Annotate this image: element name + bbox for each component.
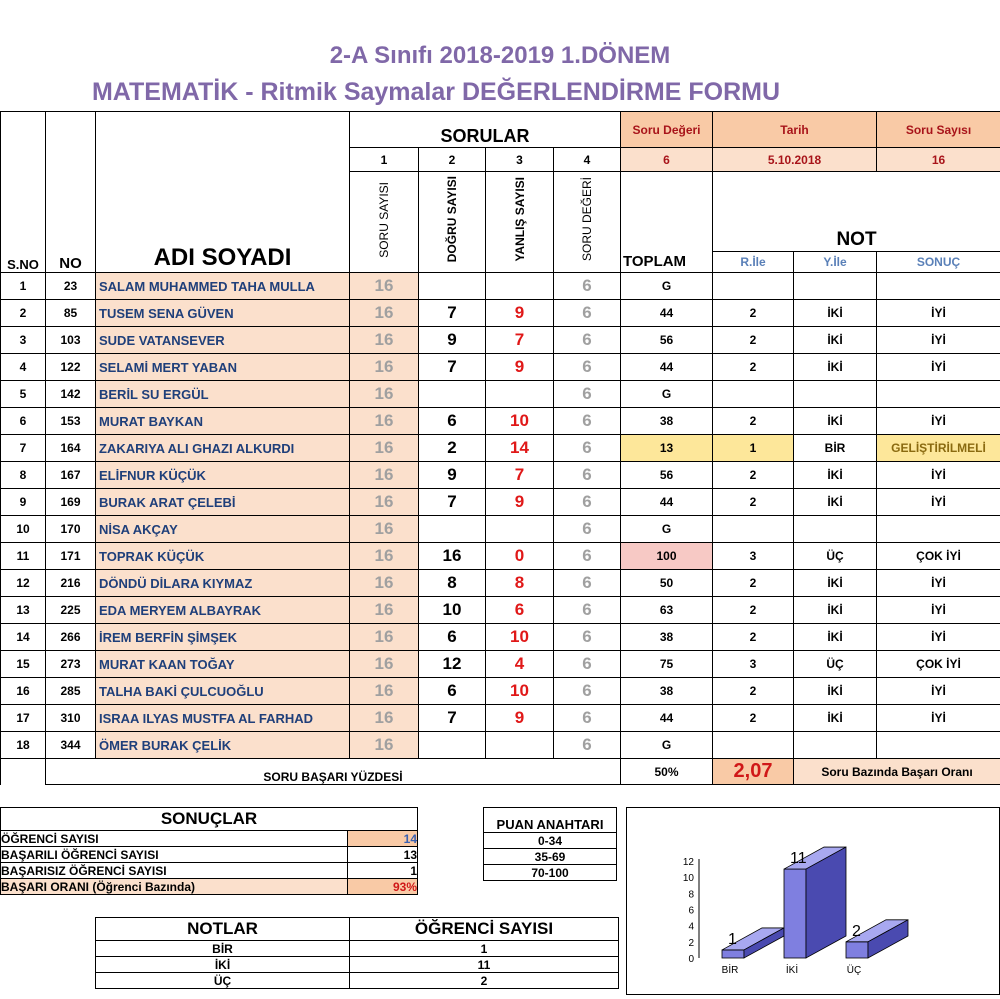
row-name: EDA MERYEM ALBAYRAK <box>96 597 350 624</box>
student-row <box>1 327 1000 354</box>
row-soru-degeri: 6 <box>554 381 621 408</box>
bar-chart-svg <box>627 808 999 994</box>
row-y-ile <box>794 516 877 543</box>
row-soru-degeri: 6 <box>554 354 621 381</box>
y-tick-label: 12 <box>683 857 695 868</box>
sonuc-label: SONUÇ <box>877 252 1000 273</box>
row-dogru <box>419 516 486 543</box>
student-row <box>1 705 1000 732</box>
footer-average: 2,07 <box>713 759 794 785</box>
notlar-label: ÜÇ <box>96 973 350 989</box>
row-soru-degeri: 6 <box>554 327 621 354</box>
row-sonuc: İYİ <box>877 489 1000 516</box>
row-soru-degeri: 6 <box>554 408 621 435</box>
bar-data-label: 11 <box>790 850 807 867</box>
row-sonuc: ÇOK İYİ <box>877 651 1000 678</box>
puan-title: PUAN ANAHTARI <box>484 808 617 833</box>
header-soru-degeri-label: Soru Değeri <box>621 112 713 148</box>
title-line-1: 2-A Sınıfı 2018-2019 1.DÖNEM <box>0 42 1000 70</box>
row-name: TALHA BAKİ ÇULCUOĞLU <box>96 678 350 705</box>
row-yanlis: 7 <box>486 462 554 489</box>
row-sno: 14 <box>1 624 46 651</box>
row-no: 266 <box>46 624 96 651</box>
row-sno: 11 <box>1 543 46 570</box>
row-no: 169 <box>46 489 96 516</box>
row-no: 164 <box>46 435 96 462</box>
row-sonuc <box>877 273 1000 300</box>
row-r-ile: 2 <box>713 705 794 732</box>
row-soru-degeri: 6 <box>554 624 621 651</box>
notlar-table <box>95 917 619 989</box>
row-yanlis <box>486 516 554 543</box>
row-yanlis: 4 <box>486 651 554 678</box>
sonuclar-title: SONUÇLAR <box>1 808 418 831</box>
row-soru-sayisi: 16 <box>350 462 419 489</box>
student-row <box>1 273 1000 300</box>
row-sonuc: İYİ <box>877 678 1000 705</box>
soru-degeri-value: 6 <box>621 148 713 172</box>
sonuclar-label: BAŞARISIZ ÖĞRENCİ SAYISI <box>1 863 348 879</box>
footer-blank <box>1 759 46 785</box>
student-row <box>1 597 1000 624</box>
row-toplam: 63 <box>621 597 713 624</box>
row-soru-degeri: 6 <box>554 435 621 462</box>
not-label: NOT <box>713 172 1000 252</box>
row-y-ile: ÜÇ <box>794 651 877 678</box>
row-yanlis <box>486 381 554 408</box>
row-name: SUDE VATANSEVER <box>96 327 350 354</box>
row-toplam: G <box>621 516 713 543</box>
row-soru-sayisi: 16 <box>350 543 419 570</box>
row-sno: 17 <box>1 705 46 732</box>
sonuclar-value: 93% <box>348 879 418 895</box>
row-name: ZAKARIYA ALI GHAZI ALKURDI <box>96 435 350 462</box>
row-r-ile: 2 <box>713 462 794 489</box>
row-no: 273 <box>46 651 96 678</box>
row-y-ile: İKİ <box>794 705 877 732</box>
y-tick-label: 4 <box>688 922 694 933</box>
row-r-ile: 3 <box>713 651 794 678</box>
row-soru-sayisi: 16 <box>350 300 419 327</box>
row-y-ile <box>794 381 877 408</box>
student-row <box>1 516 1000 543</box>
row-sonuc <box>877 516 1000 543</box>
header-name: ADI SOYADI <box>96 112 350 273</box>
row-no: 142 <box>46 381 96 408</box>
row-r-ile <box>713 516 794 543</box>
row-toplam: 38 <box>621 408 713 435</box>
row-sonuc: İYİ <box>877 570 1000 597</box>
row-r-ile <box>713 381 794 408</box>
row-sno: 9 <box>1 489 46 516</box>
row-toplam: 44 <box>621 300 713 327</box>
results-chart <box>626 807 1000 995</box>
row-sonuc: İYİ <box>877 300 1000 327</box>
row-soru-degeri: 6 <box>554 732 621 759</box>
student-row <box>1 570 1000 597</box>
row-yanlis <box>486 732 554 759</box>
student-row <box>1 489 1000 516</box>
row-name: BERİL SU ERGÜL <box>96 381 350 408</box>
notlar-label: İKİ <box>96 957 350 973</box>
row-toplam: 44 <box>621 489 713 516</box>
row-sonuc: İYİ <box>877 462 1000 489</box>
student-row <box>1 435 1000 462</box>
student-row <box>1 732 1000 759</box>
row-toplam: G <box>621 732 713 759</box>
row-soru-sayisi: 16 <box>350 651 419 678</box>
row-soru-degeri: 6 <box>554 597 621 624</box>
row-yanlis: 8 <box>486 570 554 597</box>
row-dogru: 8 <box>419 570 486 597</box>
row-dogru <box>419 732 486 759</box>
footer-label: SORU BAŞARI YÜZDESİ <box>46 759 621 785</box>
bar-front <box>784 869 806 958</box>
row-no: 171 <box>46 543 96 570</box>
row-dogru: 9 <box>419 327 486 354</box>
row-no: 103 <box>46 327 96 354</box>
header-sno: S.NO <box>1 112 46 273</box>
row-soru-degeri: 6 <box>554 516 621 543</box>
row-no: 170 <box>46 516 96 543</box>
row-name: SALAM MUHAMMED TAHA MULLA <box>96 273 350 300</box>
row-yanlis: 14 <box>486 435 554 462</box>
row-y-ile: BİR <box>794 435 877 462</box>
y-tick-label: 8 <box>688 889 694 900</box>
row-soru-sayisi: 16 <box>350 597 419 624</box>
footer-percent: 50% <box>621 759 713 785</box>
row-yanlis: 9 <box>486 705 554 732</box>
row-dogru: 7 <box>419 489 486 516</box>
row-sonuc: İYİ <box>877 327 1000 354</box>
row-r-ile: 2 <box>713 408 794 435</box>
row-soru-sayisi: 16 <box>350 732 419 759</box>
row-soru-sayisi: 16 <box>350 705 419 732</box>
sonuclar-value: 13 <box>348 847 418 863</box>
row-sno: 7 <box>1 435 46 462</box>
row-yanlis: 7 <box>486 327 554 354</box>
row-sno: 2 <box>1 300 46 327</box>
row-y-ile: İKİ <box>794 597 877 624</box>
row-sno: 4 <box>1 354 46 381</box>
row-no: 122 <box>46 354 96 381</box>
row-r-ile: 2 <box>713 354 794 381</box>
row-r-ile <box>713 732 794 759</box>
row-sno: 18 <box>1 732 46 759</box>
notlar-header: NOTLAR <box>96 918 350 941</box>
row-sno: 13 <box>1 597 46 624</box>
row-name: ISRAA ILYAS MUSTFA AL FARHAD <box>96 705 350 732</box>
sonuclar-label: BAŞARI ORANI (Öğrenci Bazında) <box>1 879 348 895</box>
row-r-ile: 2 <box>713 624 794 651</box>
row-toplam: 75 <box>621 651 713 678</box>
row-name: MURAT BAYKAN <box>96 408 350 435</box>
row-toplam: 38 <box>621 624 713 651</box>
row-sonuc: İYİ <box>877 624 1000 651</box>
row-soru-degeri: 6 <box>554 462 621 489</box>
row-no: 153 <box>46 408 96 435</box>
row-r-ile: 2 <box>713 489 794 516</box>
row-yanlis: 10 <box>486 624 554 651</box>
row-sno: 1 <box>1 273 46 300</box>
row-dogru: 10 <box>419 597 486 624</box>
row-no: 225 <box>46 597 96 624</box>
grades-table <box>0 111 1000 785</box>
row-sno: 3 <box>1 327 46 354</box>
row-toplam: 56 <box>621 462 713 489</box>
x-category-label: ÜÇ <box>847 964 861 976</box>
row-name: MURAT KAAN TOĞAY <box>96 651 350 678</box>
y-tick-label: 6 <box>688 906 694 917</box>
row-name: NİSA AKÇAY <box>96 516 350 543</box>
row-name: ÖMER BURAK ÇELİK <box>96 732 350 759</box>
sonuclar-label: BAŞARILI ÖĞRENCİ SAYISI <box>1 847 348 863</box>
row-y-ile <box>794 273 877 300</box>
bar-data-label: 1 <box>728 931 737 948</box>
q-number-1: 1 <box>350 148 419 172</box>
row-no: 344 <box>46 732 96 759</box>
row-dogru: 9 <box>419 462 486 489</box>
student-row <box>1 651 1000 678</box>
row-soru-degeri: 6 <box>554 300 621 327</box>
row-y-ile: İKİ <box>794 678 877 705</box>
notlar-value: 11 <box>350 957 619 973</box>
row-no: 23 <box>46 273 96 300</box>
row-no: 285 <box>46 678 96 705</box>
row-soru-sayisi: 16 <box>350 408 419 435</box>
row-toplam: 50 <box>621 570 713 597</box>
row-dogru: 12 <box>419 651 486 678</box>
row-dogru: 6 <box>419 678 486 705</box>
header-no: NO <box>46 112 96 273</box>
row-sonuc <box>877 381 1000 408</box>
student-row <box>1 624 1000 651</box>
row-soru-sayisi: 16 <box>350 435 419 462</box>
row-name: ELİFNUR KÜÇÜK <box>96 462 350 489</box>
student-row <box>1 381 1000 408</box>
row-dogru: 7 <box>419 705 486 732</box>
toplam-label: TOPLAM <box>621 252 713 273</box>
row-name: BURAK ARAT ÇELEBİ <box>96 489 350 516</box>
row-sno: 10 <box>1 516 46 543</box>
row-y-ile: İKİ <box>794 462 877 489</box>
row-yanlis: 6 <box>486 597 554 624</box>
row-name: DÖNDÜ DİLARA KIYMAZ <box>96 570 350 597</box>
header-sorular: SORULAR <box>350 112 621 148</box>
row-r-ile: 3 <box>713 543 794 570</box>
notlar-label: BİR <box>96 941 350 957</box>
row-y-ile: İKİ <box>794 408 877 435</box>
toplam-spacer <box>621 172 713 252</box>
footer-average-label: Soru Bazında Başarı Oranı <box>794 759 1000 785</box>
row-y-ile: İKİ <box>794 354 877 381</box>
row-dogru: 6 <box>419 408 486 435</box>
q-label-2: DOĞRU SAYISI <box>419 172 486 273</box>
puan-range: 0-34 <box>484 833 617 849</box>
row-sonuc: İYİ <box>877 705 1000 732</box>
y-ile-label: Y.İle <box>794 252 877 273</box>
row-name: TUSEM SENA GÜVEN <box>96 300 350 327</box>
row-soru-sayisi: 16 <box>350 489 419 516</box>
r-ile-label: R.İle <box>713 252 794 273</box>
row-sonuc: İYİ <box>877 597 1000 624</box>
y-tick-label: 2 <box>688 938 694 949</box>
student-row <box>1 300 1000 327</box>
row-sno: 5 <box>1 381 46 408</box>
header-soru-sayisi-label: Soru Sayısı <box>877 112 1000 148</box>
row-toplam: G <box>621 381 713 408</box>
y-tick-label: 0 <box>688 954 694 965</box>
row-sno: 8 <box>1 462 46 489</box>
sonuclar-label: ÖĞRENCİ SAYISI <box>1 831 348 847</box>
row-sno: 6 <box>1 408 46 435</box>
row-soru-sayisi: 16 <box>350 624 419 651</box>
row-yanlis <box>486 273 554 300</box>
row-yanlis: 0 <box>486 543 554 570</box>
student-row <box>1 678 1000 705</box>
row-r-ile: 2 <box>713 300 794 327</box>
x-category-label: İKİ <box>786 963 798 976</box>
row-sonuc: İYİ <box>877 408 1000 435</box>
q-number-4: 4 <box>554 148 621 172</box>
q-number-3: 3 <box>486 148 554 172</box>
row-yanlis: 9 <box>486 300 554 327</box>
title-line-2: MATEMATİK - Ritmik Saymalar DEĞERLENDİRME FORMU <box>0 78 936 107</box>
sonuclar-table <box>0 807 418 895</box>
row-soru-degeri: 6 <box>554 570 621 597</box>
row-soru-degeri: 6 <box>554 705 621 732</box>
student-row <box>1 354 1000 381</box>
row-no: 216 <box>46 570 96 597</box>
row-sno: 15 <box>1 651 46 678</box>
row-sonuc <box>877 732 1000 759</box>
row-dogru: 7 <box>419 354 486 381</box>
row-toplam: G <box>621 273 713 300</box>
notlar-value: 2 <box>350 973 619 989</box>
row-soru-sayisi: 16 <box>350 273 419 300</box>
row-soru-sayisi: 16 <box>350 516 419 543</box>
bar-front <box>722 950 744 958</box>
row-yanlis: 9 <box>486 354 554 381</box>
tarih-value: 5.10.2018 <box>713 148 877 172</box>
row-y-ile: ÜÇ <box>794 543 877 570</box>
row-dogru <box>419 273 486 300</box>
row-soru-degeri: 6 <box>554 273 621 300</box>
row-dogru: 6 <box>419 624 486 651</box>
row-r-ile: 2 <box>713 597 794 624</box>
row-sno: 12 <box>1 570 46 597</box>
row-dogru: 7 <box>419 300 486 327</box>
row-dogru <box>419 381 486 408</box>
x-category-label: BİR <box>722 963 739 976</box>
row-y-ile: İKİ <box>794 489 877 516</box>
row-r-ile: 2 <box>713 570 794 597</box>
q-label-1: SORU SAYISI <box>350 172 419 273</box>
row-sonuc: ÇOK İYİ <box>877 543 1000 570</box>
y-tick-label: 10 <box>683 873 695 884</box>
sonuclar-value: 1 <box>348 863 418 879</box>
row-yanlis: 10 <box>486 678 554 705</box>
row-yanlis: 9 <box>486 489 554 516</box>
row-y-ile: İKİ <box>794 300 877 327</box>
notlar-value: 1 <box>350 941 619 957</box>
puan-range: 35-69 <box>484 849 617 865</box>
row-soru-degeri: 6 <box>554 543 621 570</box>
bar-front <box>846 942 868 958</box>
row-name: İREM BERFİN ŞİMŞEK <box>96 624 350 651</box>
bar-data-label: 2 <box>852 923 861 940</box>
q-label-3: YANLIŞ SAYISI <box>486 172 554 273</box>
row-sonuc: İYİ <box>877 354 1000 381</box>
row-toplam: 13 <box>621 435 713 462</box>
row-r-ile: 2 <box>713 327 794 354</box>
row-toplam: 100 <box>621 543 713 570</box>
header-tarih-label: Tarih <box>713 112 877 148</box>
student-row <box>1 408 1000 435</box>
row-no: 167 <box>46 462 96 489</box>
row-toplam: 44 <box>621 354 713 381</box>
row-soru-sayisi: 16 <box>350 381 419 408</box>
row-r-ile: 2 <box>713 678 794 705</box>
row-soru-sayisi: 16 <box>350 354 419 381</box>
row-soru-degeri: 6 <box>554 489 621 516</box>
row-r-ile <box>713 273 794 300</box>
row-yanlis: 10 <box>486 408 554 435</box>
sonuclar-value: 14 <box>348 831 418 847</box>
row-soru-degeri: 6 <box>554 678 621 705</box>
puan-range: 70-100 <box>484 865 617 881</box>
notlar-count-header: ÖĞRENCİ SAYISI <box>350 918 619 941</box>
row-y-ile: İKİ <box>794 624 877 651</box>
row-soru-sayisi: 16 <box>350 327 419 354</box>
q-label-4: SORU DEĞERİ <box>554 172 621 273</box>
row-sno: 16 <box>1 678 46 705</box>
row-soru-sayisi: 16 <box>350 678 419 705</box>
soru-sayisi-value: 16 <box>877 148 1000 172</box>
row-y-ile: İKİ <box>794 570 877 597</box>
row-soru-sayisi: 16 <box>350 570 419 597</box>
row-y-ile: İKİ <box>794 327 877 354</box>
puan-anahtari-table <box>483 807 617 881</box>
row-soru-degeri: 6 <box>554 651 621 678</box>
student-row <box>1 543 1000 570</box>
row-no: 85 <box>46 300 96 327</box>
row-toplam: 38 <box>621 678 713 705</box>
row-dogru: 16 <box>419 543 486 570</box>
row-y-ile <box>794 732 877 759</box>
row-name: SELAMİ MERT YABAN <box>96 354 350 381</box>
q-number-2: 2 <box>419 148 486 172</box>
row-r-ile: 1 <box>713 435 794 462</box>
row-name: TOPRAK KÜÇÜK <box>96 543 350 570</box>
row-dogru: 2 <box>419 435 486 462</box>
row-sonuc: GELİŞTİRİLMELİ <box>877 435 1000 462</box>
row-no: 310 <box>46 705 96 732</box>
student-row <box>1 462 1000 489</box>
row-toplam: 56 <box>621 327 713 354</box>
row-toplam: 44 <box>621 705 713 732</box>
